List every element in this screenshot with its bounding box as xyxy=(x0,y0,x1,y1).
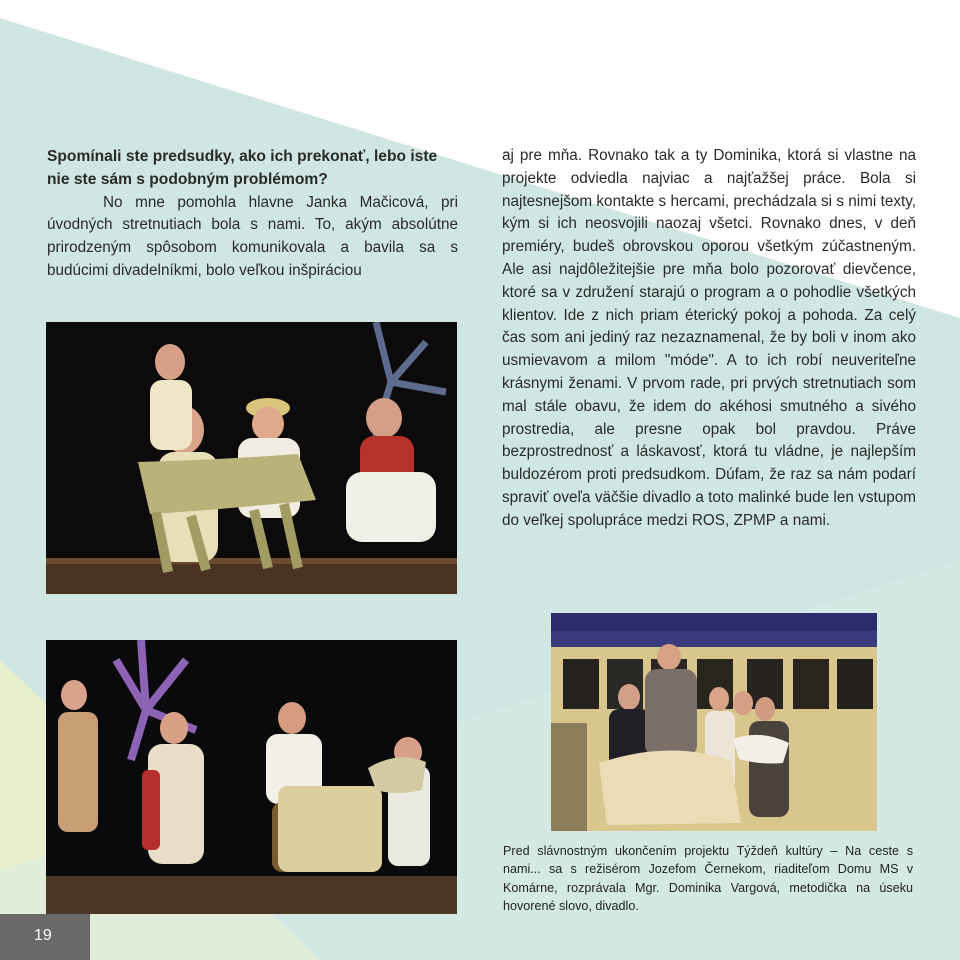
answer-paragraph-start: No mne pomohla hlavne Janka Mačicová, pri úvodných stretnutiach bola s nami. To, akým absolútne prirodzeným spôsobom komunikovala a bavila sa s budúcimi divadelníkmi, bolo veľkou inšpiráciou xyxy=(47,193,458,279)
page-number-box xyxy=(0,914,90,960)
photo-caption: Pred slávnostným ukončením projektu Týždeň kultúry – Na ceste s nami... sa s režisérom Jozefom Černekom, riaditeľom Domu MS v Komárne, rozprávala Mgr. Dominika Vargová, metodička na úseku hovorené slovo, divadlo. xyxy=(503,844,913,914)
event-group-photo xyxy=(551,613,877,831)
theater-photo-bench-scene xyxy=(46,322,457,594)
theater-photo-group-scene xyxy=(46,640,457,914)
right-text-column xyxy=(502,145,916,533)
answer-paragraph-continued: aj pre mňa. Rovnako tak a ty Dominika, ktorá si vlastne na projekte odviedla najviac a najťažšej práce. Bola si najtesnejšom kontakte s hercami, prechádzala si s nimi texty, kým si ich neosvojili naozaj všetci. Rovnako dnes, v deň premiéry, budeš obrovskou oporou všetkým zúčastneným. Ale asi najdôležitejšie pre mňa bolo pozorovať dievčence, ktoré sa v združení starajú o program a o pohodlie všetkých klientov. Ide z nich priam éterický pokoj a pohoda. Za celý čas som ani jediný raz nezaznamenal, že by boli v inom ako usmievavom a milom "móde". A to ich robí neuveriteľne krásnymi ženami. V prvom rade, pri prvých stretnutiach som mal stále obavu, že idem do akéhosi smutného a sivého prostredia, ale presne opak bol pravdou. Práve bezprostrednosť a láskavosť, ktorá tu vládne, je najlepším buldozérom proti predsudkom. Dúfam, že raz sa nám podarí spraviť oveľa väčšie divadlo a toto malinké bude len vstupom do veľkej spolupráce medzi ROS, ZPMP a nami. xyxy=(502,147,916,529)
left-text-column xyxy=(47,146,458,283)
page-number: 19 xyxy=(34,927,52,944)
interview-question: Spomínali ste predsudky, ako ich prekonať, lebo iste nie ste sám s podobným problémom? xyxy=(47,148,438,188)
